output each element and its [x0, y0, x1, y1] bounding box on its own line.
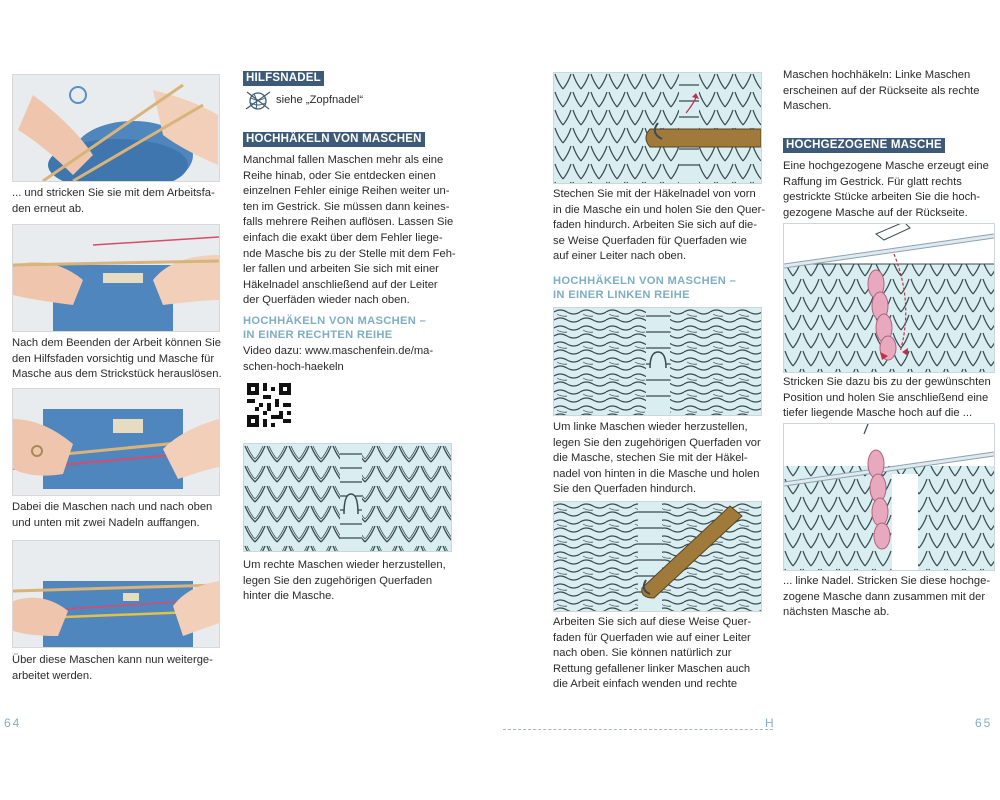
footer-divider	[503, 729, 773, 730]
page-number-right: 65	[975, 716, 993, 730]
pulled-stitch-caption-2: ... linke Nadel. Stricken Sie diese hochge- zogene Masche dann zusammen mit der nächsten Masche ab.	[783, 575, 991, 619]
heading-hilfsnadel: HILFSNADEL	[243, 71, 324, 86]
photo-knitting-step-4	[12, 540, 220, 648]
video-link-text[interactable]: Video dazu: www.maschenfein.de/ma- schen-hoch-haekeln	[243, 345, 434, 373]
photo-knitting-step-2	[12, 224, 220, 332]
hook-rechte-caption: Stechen Sie mit der Häkelnadel von vorn in die Masche ein und holen Sie den Quer- faden hindurch. Arbeiten Sie sich auf die- se Weise Querfaden für Querfaden wie auf einer Leiter nach oben.	[553, 188, 766, 263]
heading-hochhaekeln: HOCHHÄKELN VON MASCHEN	[243, 132, 425, 147]
rechte-reihe-caption: Um rechte Maschen wieder herzustellen, legen Sie den zugehörigen Querfaden hinter die Masche.	[243, 559, 446, 603]
photo-caption-2: Nach dem Beenden der Arbeit können Sie den Hilfsfaden vorsichtig und Masche für Masche aus dem Strickstück herauslösen.	[12, 337, 222, 381]
illustration-knit-rechte-reihe	[243, 443, 452, 552]
illustration-pulled-stitch-1	[783, 223, 995, 373]
pulled-stitch-caption-1: Stricken Sie dazu bis zu der gewünschten Position und holen Sie anschließend eine tiefer liegende Masche hoch auf die ...	[783, 376, 991, 420]
page-number-left: 64	[4, 716, 22, 730]
hochhaekeln-body: Manchmal fallen Maschen mehr als eine Reihe hinab, oder Sie entdecken einen einzelnen Fehler einige Reihen weiter un- ten im Gestrick. Sie müssen dann keines- falls mehrere Reihen auflösen. Lassen Sie einfach die exakt über dem Fehler liege- nde Masche bis zu der Stelle mit dem Feh- ler fallen und arbeiten Sie sich mit einer Häkelnadel anschließend auf der Leiter der Querfäden wieder nach oben.	[243, 154, 456, 307]
photo-knitting-step-1	[12, 74, 220, 182]
subheading-rechte-reihe: HOCHHÄKELN VON MASCHEN – IN EINER RECHTEN REIHE	[243, 315, 427, 341]
illustration-pulled-stitch-2	[783, 423, 995, 571]
hochgezogene-body: Eine hochgezogene Masche erzeugt eine Raffung im Gestrick. Für glatt rechts gestrickte Stücke arbeiten Sie die hoch- gezogene Masche auf der Rückseite.	[783, 160, 989, 219]
subheading-linke-reihe: HOCHHÄKELN VON MASCHEN – IN EINER LINKEN REIHE	[553, 275, 737, 301]
index-letter: H	[765, 716, 774, 730]
linke-reihe-caption: Um linke Maschen wieder herzustellen, legen Sie den zugehörigen Querfaden vor die Masche, stechen Sie mit der Häkel- nadel von hinten in die Masche und holen Sie den Querfaden hindurch.	[553, 421, 761, 496]
col2-intro: Maschen hochhäkeln: Linke Maschen erscheinen auf der Rückseite als rechte Maschen.	[783, 69, 980, 113]
hilfsnadel-see-text: siehe „Zopfnadel“	[276, 94, 364, 106]
photo-caption-3: Dabei die Maschen nach und nach oben und unten mit zwei Nadeln auffangen.	[12, 501, 213, 529]
yarn-ball-icon	[244, 89, 272, 111]
illustration-knit-linke-reihe	[553, 307, 762, 416]
qr-code[interactable]	[247, 383, 291, 427]
illustration-hook-rechte	[553, 72, 762, 184]
illustration-hook-linke	[553, 501, 762, 612]
photo-knitting-step-3	[12, 388, 220, 496]
heading-hochgezogene-masche: HOCHGEZOGENE MASCHE	[783, 138, 945, 153]
photo-caption-4: Über diese Maschen kann nun weiterge- arbeitet werden.	[12, 654, 213, 682]
photo-caption-1: ... und stricken Sie sie mit dem Arbeitsfa- den erneut ab.	[12, 187, 215, 215]
hook-linke-caption: Arbeiten Sie sich auf diese Weise Quer- faden für Querfaden wie auf einer Leiter nach oben. Sie können natürlich zur Rettung gefallener linker Maschen auch die Arbeit einfach wenden und rechte	[553, 616, 752, 691]
